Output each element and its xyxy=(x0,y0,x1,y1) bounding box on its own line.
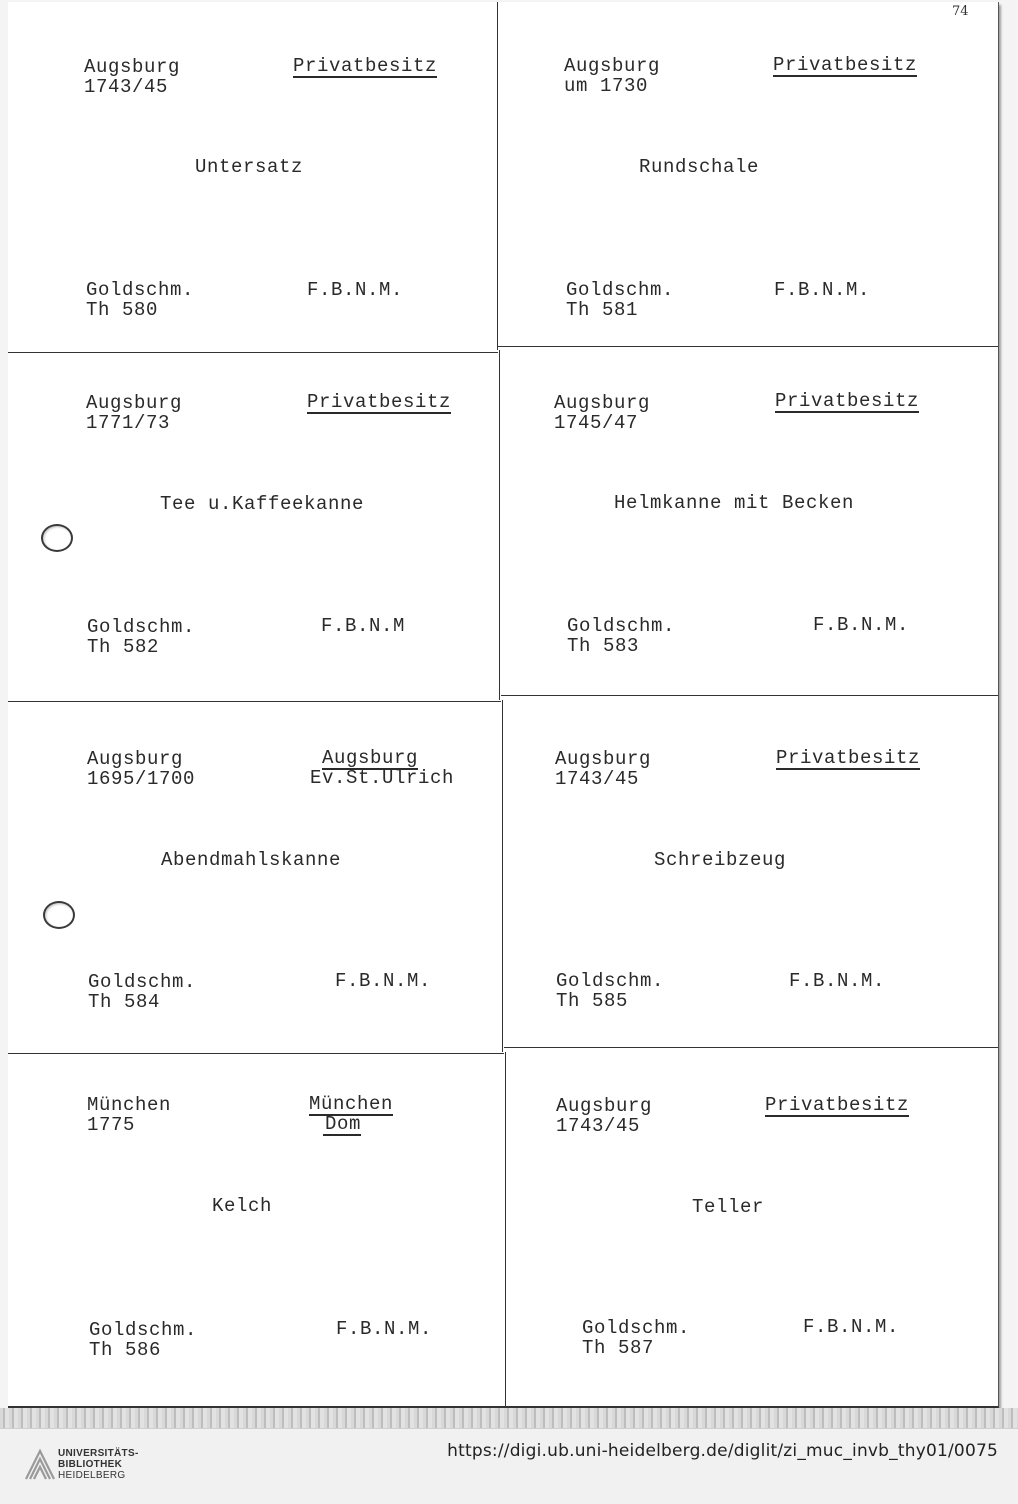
card-place: München xyxy=(87,1094,172,1116)
card-owner: Augsburg xyxy=(322,747,419,769)
card-divider-horizontal xyxy=(8,701,501,702)
card-date: 1743/45 xyxy=(556,1115,641,1137)
card-department: Goldschm. xyxy=(86,279,195,301)
card-department: Goldschm. xyxy=(556,970,665,992)
card-archive-mark: F.B.N.M. xyxy=(336,1318,433,1340)
card-owner-detail: Dom xyxy=(325,1113,362,1135)
library-name-line: BIBLIOTHEK xyxy=(58,1459,123,1470)
card-archive-mark: F.B.N.M. xyxy=(335,970,432,992)
card-inventory-number: Th 586 xyxy=(89,1339,162,1361)
card-divider-vertical xyxy=(497,2,498,350)
card-owner: Privatbesitz xyxy=(293,55,438,77)
scanned-index-card-sheet xyxy=(8,2,999,1408)
card-divider-horizontal xyxy=(8,1053,504,1054)
card-divider-horizontal xyxy=(8,352,498,353)
card-place: Augsburg xyxy=(554,392,651,414)
card-archive-mark: F.B.N.M. xyxy=(307,279,404,301)
card-object: Tee u.Kaffeekanne xyxy=(160,493,365,515)
card-place: Augsburg xyxy=(86,392,183,414)
card-divider-horizontal xyxy=(501,695,998,696)
card-inventory-number: Th 585 xyxy=(556,990,629,1012)
scan-edge-strip xyxy=(0,1408,1018,1428)
card-archive-mark: F.B.N.M. xyxy=(774,279,871,301)
library-name xyxy=(58,1448,139,1481)
card-object: Helmkanne mit Becken xyxy=(614,492,855,514)
card-place: Augsburg xyxy=(84,56,181,78)
card-object: Untersatz xyxy=(195,156,304,178)
card-place: Augsburg xyxy=(564,55,661,77)
card-owner: München xyxy=(309,1093,394,1115)
card-department: Goldschm. xyxy=(87,616,196,638)
card-object: Rundschale xyxy=(639,156,760,178)
card-divider-vertical xyxy=(502,700,503,1052)
card-department: Goldschm. xyxy=(88,971,197,993)
card-inventory-number: Th 584 xyxy=(88,991,161,1013)
page-number: 74 xyxy=(952,4,969,19)
card-date: um 1730 xyxy=(564,75,649,97)
card-object: Kelch xyxy=(212,1195,273,1217)
card-department: Goldschm. xyxy=(582,1317,691,1339)
card-inventory-number: Th 582 xyxy=(87,636,160,658)
card-archive-mark: F.B.N.M. xyxy=(789,970,886,992)
card-place: Augsburg xyxy=(555,748,652,770)
card-inventory-number: Th 583 xyxy=(567,635,640,657)
library-name-line: UNIVERSITÄTS- xyxy=(58,1448,139,1459)
university-library-logo-icon xyxy=(18,1443,62,1487)
card-divider-vertical xyxy=(505,1052,506,1406)
card-owner: Privatbesitz xyxy=(775,390,920,412)
punch-hole xyxy=(43,901,75,929)
card-date: 1743/45 xyxy=(84,76,169,98)
card-object: Teller xyxy=(692,1196,765,1218)
card-divider-horizontal xyxy=(504,1047,998,1048)
card-object: Schreibzeug xyxy=(654,849,787,871)
card-archive-mark: F.B.N.M. xyxy=(813,614,910,636)
card-owner-detail: Ev.St.Ulrich xyxy=(310,767,455,789)
card-archive-mark: F.B.N.M. xyxy=(803,1316,900,1338)
card-divider-horizontal xyxy=(498,346,998,347)
library-footer xyxy=(0,1428,1018,1504)
card-department: Goldschm. xyxy=(566,279,675,301)
card-divider-vertical xyxy=(499,350,500,700)
card-archive-mark: F.B.N.M xyxy=(321,615,406,637)
card-inventory-number: Th 580 xyxy=(86,299,159,321)
library-name-line: HEIDELBERG xyxy=(58,1470,126,1481)
card-date: 1743/45 xyxy=(555,768,640,790)
card-owner: Privatbesitz xyxy=(765,1094,910,1116)
card-date: 1775 xyxy=(87,1114,136,1136)
card-place: Augsburg xyxy=(556,1095,653,1117)
card-place: Augsburg xyxy=(87,748,184,770)
card-date: 1695/1700 xyxy=(87,768,196,790)
card-date: 1771/73 xyxy=(86,412,171,434)
punch-hole xyxy=(41,524,73,552)
card-inventory-number: Th 587 xyxy=(582,1337,655,1359)
card-department: Goldschm. xyxy=(567,615,676,637)
card-inventory-number: Th 581 xyxy=(566,299,639,321)
card-owner: Privatbesitz xyxy=(773,54,918,76)
card-owner: Privatbesitz xyxy=(776,747,921,769)
card-department: Goldschm. xyxy=(89,1319,198,1341)
card-owner: Privatbesitz xyxy=(307,391,452,413)
card-date: 1745/47 xyxy=(554,412,639,434)
source-url-link[interactable]: https://digi.ub.uni-heidelberg.de/diglit/zi_muc_invb_thy01/0075 xyxy=(447,1441,998,1461)
card-object: Abendmahlskanne xyxy=(161,849,342,871)
